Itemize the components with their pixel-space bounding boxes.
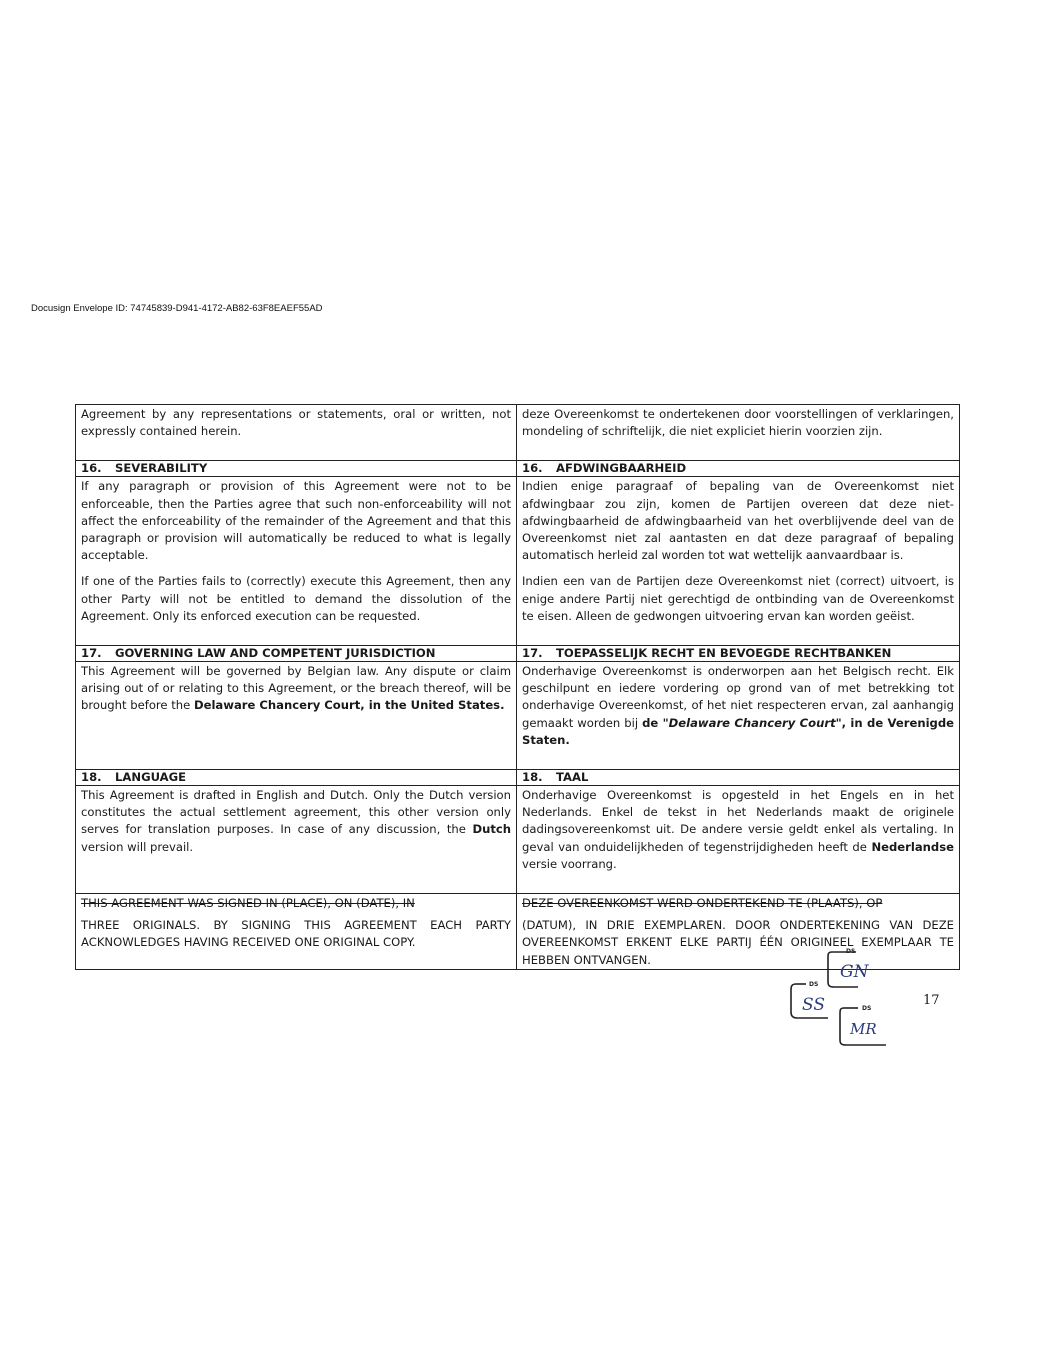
section-18-heading-row xyxy=(76,770,960,786)
section-16-heading-en: 16. SEVERABILITY xyxy=(76,461,517,477)
initials-ss-stamp xyxy=(791,981,828,1018)
svg-text:DS: DS xyxy=(862,1005,872,1012)
section-18-body-en: This Agreement is drafted in English and Dutch. Only the Dutch version constitutes the actual settlement agreement, this other version only serves for translation purposes. In case of any discussion, the Dutch version will prevail. xyxy=(76,786,517,894)
svg-text:SS: SS xyxy=(802,995,825,1015)
section-18-heading-nl: 18. TAAL xyxy=(517,770,960,786)
section-16-body-en: If any paragraph or provision of this Agreement were not to be enforceable, then the Parties agree that such non-enforceability will not affect the enforceability of the remainder of the Agreement and that this paragraph or provision will automatically be reduced to what is legally acceptable. If one of the Parties fails to (correctly) execute this Agreement, then any other Party will not be entitled to demand the dissolution of the Agreement. Only its enforced execution can be requested. xyxy=(76,477,517,646)
initials-mr-stamp xyxy=(840,1005,886,1045)
section-17-heading-row xyxy=(76,646,960,662)
section-17-heading-nl: 17. TOEPASSELIJK RECHT EN BEVOEGDE RECHTBANKEN xyxy=(517,646,960,662)
page-number: 17 xyxy=(923,993,940,1008)
section-17-body-row xyxy=(76,662,960,770)
intro-en: Agreement by any representations or statements, oral or written, not expressly contained herein. xyxy=(76,405,517,461)
docusign-initials-stamps xyxy=(788,948,898,1052)
svg-text:MR: MR xyxy=(850,1020,877,1038)
section-16-body-nl: Indien enige paragraaf of bepaling van de Overeenkomst niet afdwingbaar zou zijn, komen de Partijen overeen dat deze niet-afdwingbaarheid de afdwingbaarheid van het overblijvende deel van de Overeenkomst niet zal aantasten en dat deze paragraaf of bepaling automatisch herleid zal worden tot wat wettelijk aanvaardbaar is. Indien een van de Partijen deze Overeenkomst niet (correct) uitvoert, is enige andere Partij niet gerechtigd de ontbinding van de Overeenkomst te eisen. Alleen de gedwongen uitvoering ervan kan worden geëist. xyxy=(517,477,960,646)
docusign-envelope-id: Docusign Envelope ID: 74745839-D941-4172-AB82-63F8EAEF55AD xyxy=(31,303,323,314)
section-17-body-nl: Onderhavige Overeenkomst is onderworpen aan het Belgisch recht. Elk geschilpunt en iedere vordering op grond van of met betrekking tot onderhavige Overeenkomst, of het niet respecteren ervan, zal aanhangig gemaakt worden bij de "Delaware Chancery Court", in de Verenigde Staten. xyxy=(517,662,960,770)
svg-text:DS: DS xyxy=(846,948,856,955)
section-17-body-en: This Agreement will be governed by Belgian law. Any dispute or claim arising out of or relating to this Agreement, or the breach thereof, will be brought before the Delaware Chancery Court, in the United States. xyxy=(76,662,517,770)
bilingual-clause-table xyxy=(75,404,960,970)
svg-text:DS: DS xyxy=(809,981,819,988)
svg-text:GN: GN xyxy=(840,962,869,982)
signing-clause-nl: DEZE OVEREENKOMST WERD ONDERTEKEND TE (PLAATS), OP (DATUM), IN DRIE EXEMPLAREN. DOOR ONDERTEKENING VAN DEZE OVEREENKOMST ERKENT ELKE PARTIJ ÉÉN ORIGINEEL EXEMPLAAR TE HEBBEN ONTVANGEN. xyxy=(517,894,960,970)
section-16-heading-row xyxy=(76,461,960,477)
section-18-body-row xyxy=(76,786,960,894)
section-16-heading-nl: 16. AFDWINGBAARHEID xyxy=(517,461,960,477)
intro-row xyxy=(76,405,960,461)
signing-clause-en: THIS AGREEMENT WAS SIGNED IN (PLACE), ON (DATE), IN THREE ORIGINALS. BY SIGNING THIS AGREEMENT EACH PARTY ACKNOWLEDGES HAVING RECEIVED ONE ORIGINAL COPY. xyxy=(76,894,517,970)
initials-gn-stamp xyxy=(828,948,870,987)
section-18-body-nl: Onderhavige Overeenkomst is opgesteld in het Engels en in het Nederlands. Enkel de tekst in het Nederlands maakt de originele dadingsovereenkomst uit. De andere versie geldt enkel als vertaling. In geval van onduidelijkheden of tegenstrijdigheden heeft de Nederlandse versie voorrang. xyxy=(517,786,960,894)
section-17-heading-en: 17. GOVERNING LAW AND COMPETENT JURISDICTION xyxy=(76,646,517,662)
section-18-heading-en: 18. LANGUAGE xyxy=(76,770,517,786)
section-16-body-row xyxy=(76,477,960,646)
intro-nl: deze Overeenkomst te ondertekenen door voorstellingen of verklaringen, mondeling of schriftelijk, die niet expliciet hierin voorzien zijn. xyxy=(517,405,960,461)
